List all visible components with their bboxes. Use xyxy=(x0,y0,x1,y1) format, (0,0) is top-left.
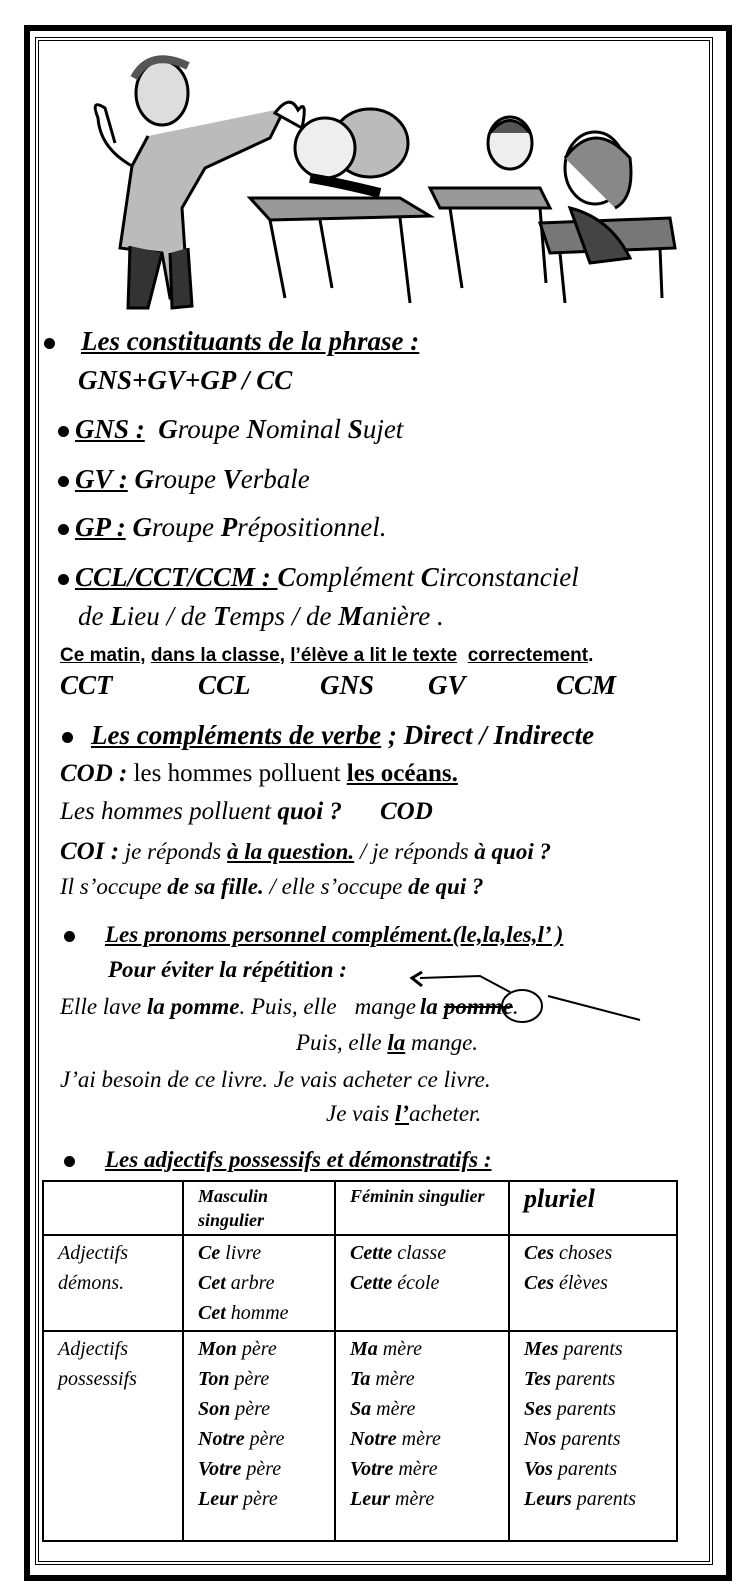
constituants-title-text: Les constituants de la phrase : xyxy=(81,326,420,356)
label-gns: GNS xyxy=(320,670,375,700)
row-label: Adjectifs démons. xyxy=(43,1235,183,1331)
gv-abbr: GV : xyxy=(75,464,128,494)
table-row xyxy=(43,1331,677,1541)
label-ccm: CCM xyxy=(556,670,617,700)
def-gp: GP : Groupe Prépositionnel. xyxy=(58,512,386,543)
row-label: Adjectifs possessifs xyxy=(43,1331,183,1541)
cell-plur: Ces choses Ces élèves xyxy=(509,1235,677,1331)
cod-question-line: Les hommes polluent quoi ? COD xyxy=(60,798,433,825)
bullet-icon xyxy=(62,732,73,743)
formula: GNS+GV+GP / CC xyxy=(78,365,293,395)
gns-abbr: GNS : xyxy=(75,414,145,444)
def-cc-line1: CCL/CCT/CCM : Complément Circonstanciel xyxy=(58,562,579,593)
section-title-constituants xyxy=(40,326,419,357)
table-header-row xyxy=(43,1181,677,1235)
gp-abbr: GP : xyxy=(75,512,126,542)
cell-plur: Mes parents Tes parents Ses parents Nos parents Vos parents Leurs parents xyxy=(509,1331,677,1541)
section-title-adjectifs: Les adjectifs possessifs et démonstratifs : xyxy=(64,1147,492,1173)
table-row xyxy=(43,1235,677,1331)
def-gv: GV : Groupe Verbale xyxy=(58,464,310,495)
cell-masc: Ce livre Cet arbre Cet homme xyxy=(183,1235,335,1331)
header-masc: Masculin singulier xyxy=(183,1181,335,1235)
bullet-icon xyxy=(64,931,75,942)
bullet-icon xyxy=(58,476,69,487)
def-gns: GNS : Groupe Nominal Sujet xyxy=(58,414,403,445)
label-cct: CCT xyxy=(60,670,113,700)
classroom-illustration xyxy=(70,48,680,313)
cell-fem: Ma mère Ta mère Sa mère Notre mère Votre mère Leur mère xyxy=(335,1331,509,1541)
bullet-icon xyxy=(64,1156,75,1167)
cod-line: COD : les hommes polluent les océans. xyxy=(60,760,458,787)
pronoms-result1: Puis, elle la mange. xyxy=(296,1030,479,1055)
def-cc-line2: de Lieu / de Temps / de Manière . xyxy=(78,601,444,631)
cell-fem: Cette classe Cette école xyxy=(335,1235,509,1331)
bullet-icon xyxy=(44,338,55,349)
pronoms-result2: Je vais l’acheter. xyxy=(326,1101,482,1126)
bullet-icon xyxy=(58,426,69,437)
section-title-pronoms: Les pronoms personnel complément.(le,la,les,l’ ) xyxy=(64,922,563,948)
header-fem: Féminin singulier xyxy=(335,1181,509,1235)
bullet-icon xyxy=(58,574,69,585)
label-gv: GV xyxy=(428,670,466,700)
header-plur: pluriel xyxy=(509,1181,677,1235)
replacement-arrow-icon xyxy=(400,968,660,1028)
adjectifs-table xyxy=(42,1180,678,1542)
header-empty xyxy=(43,1181,183,1235)
coi2-line: Il s’occupe de sa fille. / elle s’occupe de qui ? xyxy=(60,874,484,899)
example-sentence: Ce matin, dans la classe, l’élève a lit le texte correctement. xyxy=(60,645,594,666)
pronoms-example2: J’ai besoin de ce livre. Je vais acheter ce livre. xyxy=(60,1067,491,1092)
label-ccl: CCL xyxy=(198,670,251,700)
pronoms-example1: Elle lave la pomme. Puis, elle mange la pomme. xyxy=(60,994,519,1019)
cell-masc: Mon père Ton père Son père Notre père Votre père Leur père xyxy=(183,1331,335,1541)
pronoms-subtitle: Pour éviter la répétition : xyxy=(108,957,347,982)
coi-line: COI : je réponds à la question. / je réponds à quoi ? xyxy=(60,838,551,865)
bullet-icon xyxy=(58,524,69,535)
section-title-complements: Les compléments de verbe ; Direct / Indirecte xyxy=(62,720,594,751)
cc-abbr: CCL/CCT/CCM : xyxy=(75,562,278,592)
